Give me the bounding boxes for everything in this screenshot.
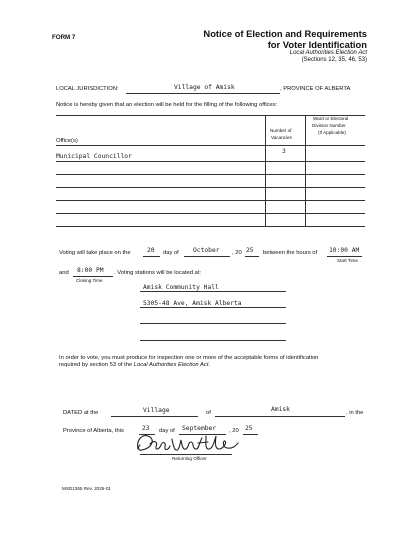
location-line xyxy=(140,340,286,341)
id-req-suffix: . xyxy=(208,362,211,368)
dated-place-type-line xyxy=(111,416,198,417)
start-time-line xyxy=(327,256,362,257)
col-header-office: Office(s) xyxy=(56,138,78,144)
voting-day-of: day of xyxy=(163,250,179,256)
dated-month: September xyxy=(182,425,217,432)
dated-day-of: day of xyxy=(159,428,175,434)
closing-time: 8:00 PM xyxy=(77,267,104,274)
office-row-1-office: Municipal Councillor xyxy=(56,153,132,160)
voting-month-line xyxy=(184,256,230,257)
notice-text: Notice is hereby given that an election will be held for the filling of the following offices: xyxy=(56,102,278,108)
returning-officer-caption: Returning Officer xyxy=(172,456,207,461)
signature-image xyxy=(128,430,246,456)
dated-place-type: Village xyxy=(143,407,170,414)
closing-time-line xyxy=(73,276,113,277)
location-line xyxy=(140,291,286,292)
table-row-rule xyxy=(56,174,365,175)
col-header-vacancies-2: Vacancies xyxy=(271,135,292,140)
location-1: Amisk Community Hall xyxy=(143,284,219,291)
location-line xyxy=(140,307,286,308)
dated-label: DATED at the xyxy=(63,410,99,416)
table-col-divider-2 xyxy=(305,115,306,227)
col-header-vacancies-1: Number of xyxy=(270,128,292,133)
id-requirement-line-2 xyxy=(59,362,210,368)
id-req-prefix: required by section 53 of the xyxy=(59,362,133,368)
title-line-1: Notice of Election and Requirements xyxy=(203,28,367,39)
dated-place-name-line xyxy=(215,416,345,417)
location-line xyxy=(140,323,286,324)
voting-prefix: Voting will take place on the xyxy=(59,250,131,256)
signature-line xyxy=(140,454,232,455)
start-time: 10:00 AM xyxy=(329,247,360,254)
jurisdiction-value: Village of Amisk xyxy=(174,84,235,91)
dated-in-the: , in the xyxy=(346,410,364,416)
closing-time-caption: Closing Time xyxy=(76,278,103,283)
province-prefix: Province of Alberta, this xyxy=(63,428,124,434)
col-header-ward-2: Division Number xyxy=(312,123,346,128)
voting-day: 20 xyxy=(147,247,155,254)
id-req-act: Local Authorities Election Act xyxy=(133,362,209,368)
jurisdiction-line xyxy=(126,93,280,94)
id-requirement-line-1: In order to vote, you must produce for inspection one or more of the acceptable forms of identification xyxy=(59,355,319,361)
dated-day: 23 xyxy=(142,425,150,432)
voting-year-prefix: , 20 xyxy=(232,250,242,256)
table-row-rule xyxy=(56,213,365,214)
voting-day-line xyxy=(143,256,160,257)
form-code: MSD1365 Rev. 2025-01 xyxy=(62,486,111,491)
form-number: FORM 7 xyxy=(52,34,76,41)
table-row-rule xyxy=(56,200,365,201)
dated-year-prefix: , 20 xyxy=(229,428,239,434)
voting-year-line xyxy=(245,256,259,257)
table-header-rule xyxy=(56,145,365,146)
office-row-1-vacancies: 3 xyxy=(282,148,286,155)
voting-year: 25 xyxy=(246,247,254,254)
voting-and: and xyxy=(59,270,69,276)
voting-month: October xyxy=(193,247,220,254)
stations-text: . Voting stations will be located at: xyxy=(114,270,202,276)
table-row-rule xyxy=(56,226,365,227)
act-sections: (Sections 12, 35, 46, 53) xyxy=(301,57,367,63)
title-line-2: for Voter Identification xyxy=(267,39,367,50)
voting-hours-text: between the hours of xyxy=(263,250,318,256)
province-suffix: , PROVINCE OF ALBERTA xyxy=(280,86,351,92)
dated-of: of xyxy=(206,410,211,416)
dated-year: 25 xyxy=(245,425,253,432)
act-name: Local Authorities Election Act xyxy=(289,50,367,56)
table-col-divider-1 xyxy=(265,115,266,227)
form-title xyxy=(203,28,367,50)
col-header-ward-1: Ward or Electoral xyxy=(313,116,349,121)
start-time-caption: Start Time xyxy=(337,258,358,263)
dated-place-name: Amisk xyxy=(271,406,290,413)
table-row-rule xyxy=(56,161,365,162)
location-2: 5305-48 Ave, Amisk Alberta xyxy=(143,300,242,307)
table-row-rule xyxy=(56,187,365,188)
jurisdiction-label: LOCAL JURISDICTION: xyxy=(56,86,119,92)
col-header-ward-3: (If Applicable) xyxy=(318,130,346,135)
